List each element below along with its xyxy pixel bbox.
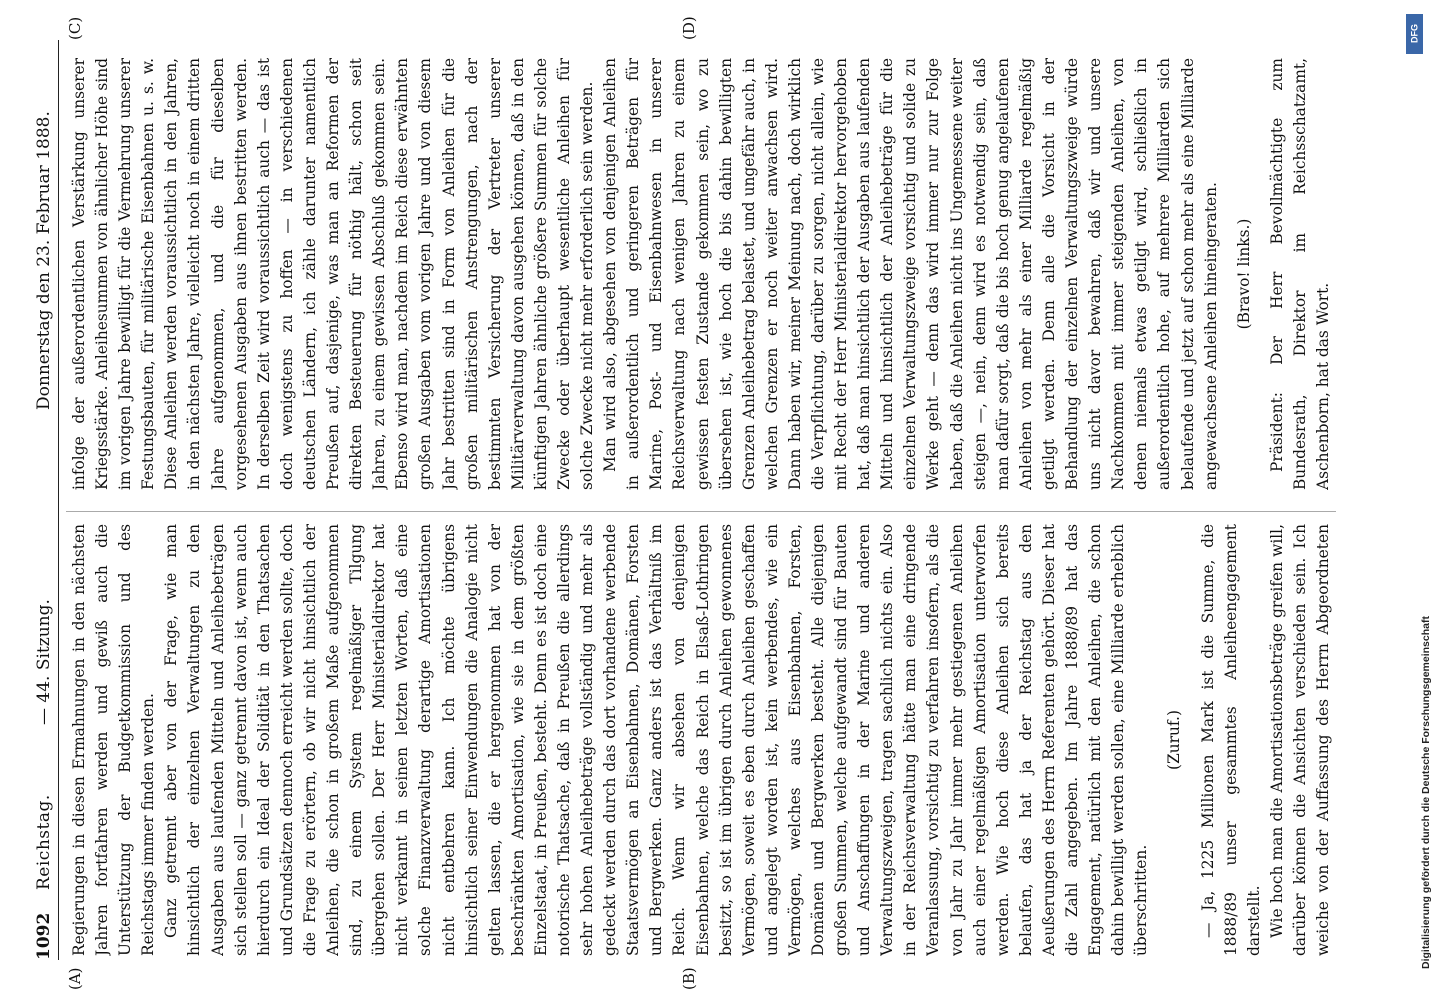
speaker-paragraph: Präsident: Der Herr Bevollmächtigte zum Bundesrath, Direktor im Reichsschatzamt, Aschenborn, hat das Wort. [1267,58,1332,490]
header-rule [58,40,59,960]
paragraph: infolge der außerordentlichen Verstärkung unserer Kriegsstärke. Anleihesummen von ähnlicher Höhe sind im vorigen Jahre bewilligt für die Vermehrung unserer Festungsbauten, für militärische Eisenbahnen u. s. w. Diese Anleihen werden voraussichtlich in den Jahren, in den nächsten Jahre, vielleicht noch in einem dritten Jahre aufgenommen, und die für dieselben vorgesehenen Ausgaben aus ihnen bestritten werden. In derselben Zeit wird voraussichtlich auch — das ist doch wenigstens zu hoffen — in verschiedenen deutschen Ländern, ich zähle darunter namentlich Preußen auf, dasjenige, was man an Reformen der direkten Besteuerung für nöthig hält, schon seit Jahren, zu einem gewissen Abschluß gekommen sein. Ebenso wird man, nachdem im Reich diese erwähnten großen Ausgaben vom vorigen Jahre und von diesem Jahr bestritten sind in Form von Anleihen für die großen militärischen Anstrengungen, nach der bestimmten Versicherung der Vertreter unserer Militärverwaltung davon ausgehen können, daß in den künftigen Jahren ähnliche größere Summen für solche Zwecke oder überhaupt wesentliche Anleihen für solche Zwecke nicht mehr erforderlich sein werden. [70,58,597,490]
paragraph [1335,58,1338,490]
page-number: 1092 [34,912,54,960]
margin-mark-a: (A) [66,967,84,990]
dfg-logo: DFG [1406,14,1423,54]
header-title: Reichstag. [34,794,54,890]
column-divider [66,511,1336,512]
paragraph: Man wird also, abgesehen von denjenigen Anleihen in außerordentlich und geringeren Beträgen für Marine, Post- und Eisenbahnwesen in unserer Reichsverwaltung nach wenigen Jahren zu einem gewissen festen Zustande gekommen sein, wo zu übersehen ist, wie hoch die bis dahin bewilligten Grenzen Anleihebetrag belastet, und ungefähr auch, in welchen Grenzen er noch weiter anwachsen wird. Dann haben wir, meiner Meinung nach, doch wirklich die Verpflichtung, darüber zu sorgen, nicht allein, wie mit Recht der Herr Ministerialdirektor hervorgehoben hat, daß man hinsichtlich der Ausgaben aus laufenden Mitteln und hinsichtlich der Anleihebeträge für die einzelnen Verwaltungszweige vorsichtig und solide zu Werke geht — denn das wird immer nur zur Folge haben, daß die Anleihen nicht ins Ungemessene weiter steigen —, nein, denn wird es notwendig sein, daß man dafür sorgt, daß die bis hoch genug angelaufenen Anleihen von mehr als einer Milliarde regelmäßig getilgt werden. Denn alle die Vorsicht in der Behandlung der einzelnen Verwaltungszweige würde uns nicht davor bewahren, daß wir und unsere Nachkommen mit immer steigenden Anleihen, von denen niemals etwas getilgt wird, schließlich in außerordentlich hohe, auf mehrere Milliarden sich belaufende und jetzt auf schon mehr als eine Milliarde angewachsene Anleihen hineingeraten. [601,58,1220,490]
credit-text: Digitalisierung gefördert durch die Deutsche Forschungsgemeinschaft [1420,616,1432,969]
interjection: (Bravo! links.) [1234,218,1253,330]
page-header [34,40,60,960]
margin-mark-d: (D) [680,16,698,40]
paragraph: Regierungen in diesen Ermahnungen in den nächsten Jahren fortfahren werden und gewiß auch die Unterstützung der Budgetkommission und des Reichstags immer finden werden. [70,524,158,956]
paragraph: Wie hoch man die Amortisationsbeträge greifen will, darüber können die Ansichten verschieden sein. Ich weiche von der Auffassung des Herrn Abgeordneten [1267,524,1332,956]
text-column-left [68,524,1338,956]
header-session: — 44. Sitzung. [34,599,54,725]
margin-mark-b: (B) [680,967,698,990]
header-date: Donnerstag den 23. Februar 1888. [34,111,54,410]
paragraph: — Ja, 1225 Millionen Mark ist die Summe, die 1888/89 unser gesammtes Anleiheengagement darstellt. [1198,524,1263,956]
margin-mark-c: (C) [66,16,84,40]
digitization-credit [1402,14,1432,974]
paragraph: Ganz getrennt aber von der Frage, wie man hinsichtlich der einzelnen Verwaltungen zu den Ausgaben aus laufenden Mitteln und Anleihebeträgen sich stellen soll — ganz getrennt davon ist, wenn auch hierdurch ein Ideal der Solidität in den Thatsachen und Grundsätzen dennoch erreicht werden sollte, doch die Frage zu erörtern, ob wir nicht hinsichtlich der Anleihen, die schon in großem Maße aufgenommen sind, zu einem System regelmäßiger Tilgung übergehen sollen. Der Herr Ministerialdirektor hat nicht verkannt in seinen letzten Worten, daß eine solche Finanzverwaltung derartige Amortisationen nicht entbehren kann. Ich möchte übrigens hinsichtlich seiner Einwendungen die Analogie nicht gelten lassen, die er hergenommen hat von der beschränkten Amortisation, wie sie in dem größten Einzelstaat, in Preußen, besteht. Denn es ist doch eine notorische Thatsache, daß in Preußen die allerdings sehr hohen Anleihebeträge vollständig und mehr als gedeckt werden durch das dort vorhandene werbende Staatsvermögen an Eisenbahnen, Domänen, Forsten und Bergwerken. Ganz anders ist das Verhältniß im Reich. Wenn wir absehen von denjenigen Eisenbahnen, welche das Reich in Elsaß-Lothringen besitzt, so ist im übrigen durch Anleihen gewonnenes Vermögen, soweit es eben durch Anleihen geschaffen und angelegt worden ist, kein werbendes, wie ein Vermögen, welches aus Eisenbahnen, Forsten, Domänen und Bergwerken besteht. Alle diejenigen großen Summen, welche aufgewandt sind für Bauten und Anschaffungen in der Marine und anderen Verwaltungszweigen, tragen sachlich nichts ein. Also in der Reichsverwaltung hätte man eine dringende Veranlassung, vorsichtig zu verfahren insofern, als die von Jahr zu Jahr immer mehr gestiegenen Anleihen auch einer regelmäßigen Amortisation unterworfen werden. Wie hoch diese Anleihen sich bereits belaufen, das hat ja der Reichstag aus den Aeußerungen des Herrn Referenten gehört. Dieser hat die Zahl angegeben. Im Jahre 1888/89 hat das Engagement, natürlich mit den Anleihen, die schon dahin bewilligt werden sollen, eine Milliarde erheblich überschritten. [162,524,1151,956]
text-column-right [68,58,1338,490]
interjection: (Zuruf.) [1165,710,1184,770]
